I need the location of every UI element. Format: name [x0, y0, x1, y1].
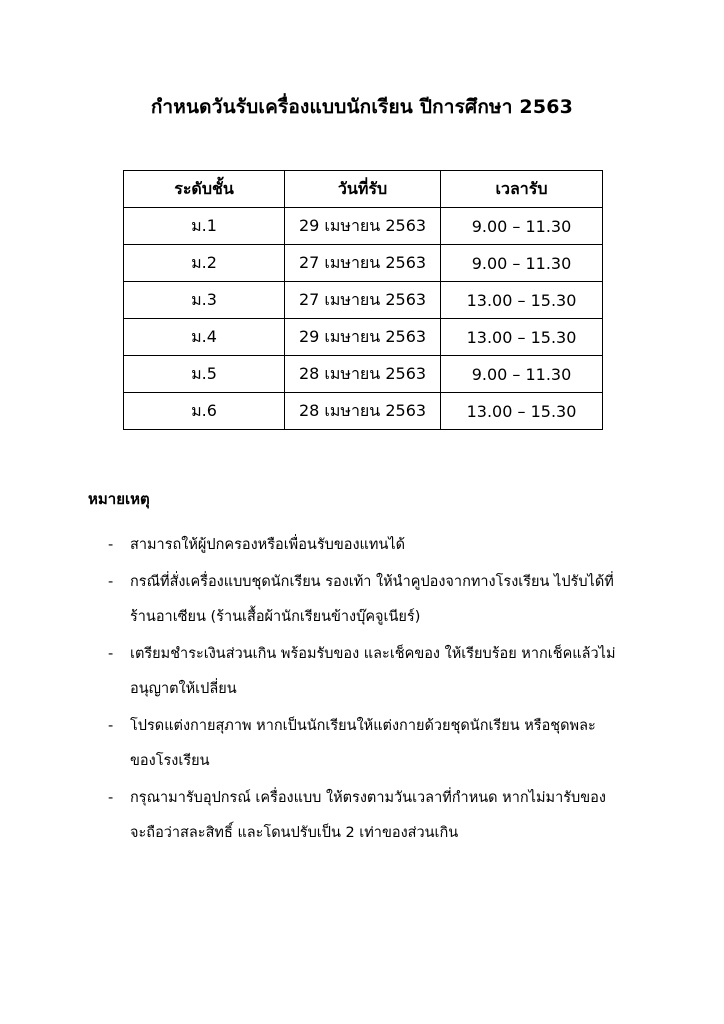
note-line: กรุณามารับอุปกรณ์ เครื่องแบบ ให้ตรงตามวันเวลาที่กำหนด หากไม่มารับของ [130, 790, 606, 806]
note-line: เตรียมชำระเงินส่วนเกิน พร้อมรับของ และเช็คของ ให้เรียบร้อย หากเช็คแล้วไม่ [130, 646, 616, 662]
header-date: วันที่รับ [285, 171, 441, 208]
note-line: ร้านอาเซียน (ร้านเสื้อผ้านักเรียนข้างบุ๊คจูเนียร์) [130, 609, 421, 625]
cell-date: 29 เมษายน 2563 [285, 208, 441, 245]
page-title: กำหนดวันรับเครื่องแบบนักเรียน ปีการศึกษา 2563 [150, 96, 574, 118]
table-header-row [124, 171, 603, 208]
header-time: เวลารับ [441, 171, 603, 208]
schedule-table [123, 170, 603, 430]
bullet-dash: - [108, 790, 114, 806]
cell-level: ม.6 [124, 393, 285, 430]
cell-date: 27 เมษายน 2563 [285, 245, 441, 282]
note-item [108, 637, 668, 707]
table-row [124, 208, 603, 245]
bullet-dash: - [108, 537, 114, 553]
note-line: ของโรงเรียน [130, 753, 210, 769]
note-line: จะถือว่าสละสิทธิ์ และโดนปรับเป็น 2 เท่าของส่วนเกิน [130, 825, 459, 841]
note-item [108, 781, 668, 851]
cell-date: 28 เมษายน 2563 [285, 393, 441, 430]
cell-date: 28 เมษายน 2563 [285, 356, 441, 393]
cell-time: 9.00 – 11.30 [441, 208, 603, 245]
table-row [124, 319, 603, 356]
cell-time: 13.00 – 15.30 [441, 319, 603, 356]
cell-level: ม.4 [124, 319, 285, 356]
bullet-dash: - [108, 646, 114, 662]
table-row [124, 282, 603, 319]
bullet-dash: - [108, 574, 114, 590]
cell-level: ม.1 [124, 208, 285, 245]
header-level: ระดับชั้น [124, 171, 285, 208]
note-line: อนุญาตให้เปลี่ยน [130, 681, 237, 697]
cell-level: ม.3 [124, 282, 285, 319]
note-item [108, 565, 668, 635]
bullet-dash: - [108, 718, 114, 734]
note-item [108, 528, 668, 563]
table-row [124, 393, 603, 430]
cell-time: 13.00 – 15.30 [441, 282, 603, 319]
notes-heading: หมายเหตุ [88, 490, 150, 508]
cell-time: 9.00 – 11.30 [441, 245, 603, 282]
table-row [124, 245, 603, 282]
notes-list [108, 528, 668, 853]
cell-time: 13.00 – 15.30 [441, 393, 603, 430]
note-line: สามารถให้ผู้ปกครองหรือเพื่อนรับของแทนได้ [130, 537, 406, 553]
cell-level: ม.2 [124, 245, 285, 282]
cell-date: 27 เมษายน 2563 [285, 282, 441, 319]
cell-time: 9.00 – 11.30 [441, 356, 603, 393]
cell-level: ม.5 [124, 356, 285, 393]
note-line: โปรดแต่งกายสุภาพ หากเป็นนักเรียนให้แต่งกายด้วยชุดนักเรียน หรือชุดพละ [130, 718, 596, 734]
cell-date: 29 เมษายน 2563 [285, 319, 441, 356]
table-row [124, 356, 603, 393]
note-line: กรณีที่สั่งเครื่องแบบชุดนักเรียน รองเท้า ให้นำคูปองจากทางโรงเรียน ไปรับได้ที่ [130, 574, 614, 590]
note-item [108, 709, 668, 779]
